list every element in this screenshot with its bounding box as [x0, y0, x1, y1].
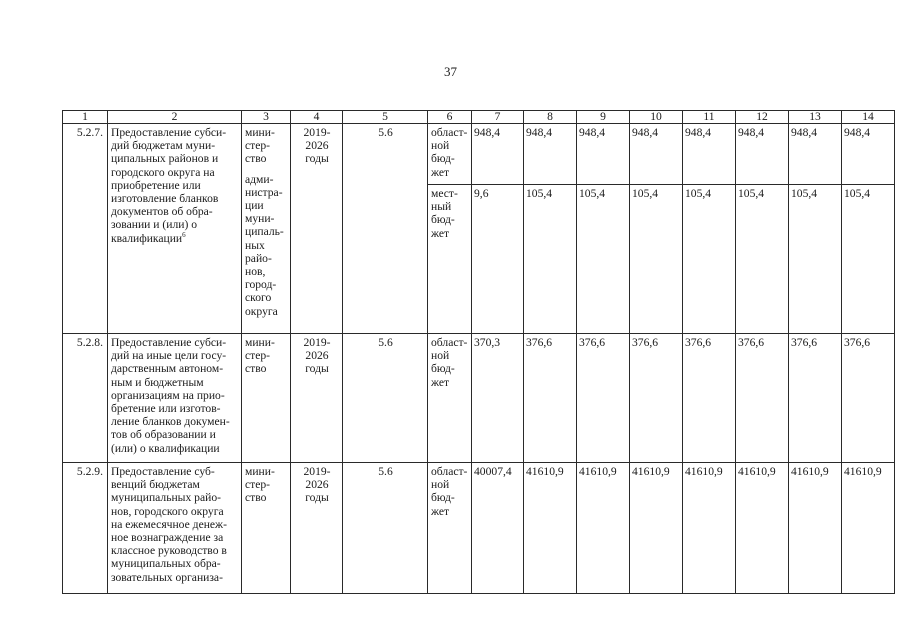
text-line: ление бланков докумен- [111, 415, 230, 429]
text-line: городского округа на [111, 165, 215, 179]
text-line: ского [245, 291, 272, 305]
cell-text: 11 [703, 110, 715, 123]
value-cell [842, 185, 895, 334]
text-line: бюд- [431, 491, 455, 505]
cell-text: 376,6 [632, 336, 659, 349]
text-line: квалификации [111, 231, 183, 245]
cell-text: 1 [82, 110, 88, 123]
cell-text: 5.2.9. [76, 465, 103, 478]
text-line: изготовление бланков [111, 192, 219, 206]
text-line: (или) о квалификации [111, 441, 220, 455]
column-header [428, 111, 472, 124]
value-cell [683, 124, 736, 185]
text-line: ной [431, 478, 450, 492]
period [291, 463, 343, 594]
table-header-row [63, 111, 895, 124]
text-line: бюд- [431, 362, 455, 376]
cell-text: 105,4 [526, 187, 553, 200]
indicator-link [343, 124, 428, 334]
text-line: классное руководство в [111, 544, 227, 558]
value-cell [630, 463, 683, 594]
cell-text: 376,6 [738, 336, 765, 349]
cell-text: 376,6 [579, 336, 606, 349]
text-line: жет [431, 226, 450, 240]
cell-text: 4 [313, 110, 320, 123]
cell-text: 14 [862, 110, 874, 123]
measure-name [108, 334, 242, 463]
text-line: ство [245, 491, 267, 505]
text-line: област- [431, 465, 468, 478]
text-line: тов об образовании и [111, 428, 216, 442]
value-cell [842, 334, 895, 463]
cell-text: 948,4 [632, 126, 659, 139]
column-header [472, 111, 524, 124]
indicator-link [343, 334, 428, 463]
text-line: стер- [245, 349, 271, 363]
value-cell [789, 185, 842, 334]
text-line: нов, [245, 265, 266, 279]
column-header [343, 111, 428, 124]
value-cell [472, 124, 524, 185]
cell-text: 948,4 [685, 126, 712, 139]
value-cell [736, 334, 789, 463]
value-cell [630, 185, 683, 334]
funding-source [428, 185, 472, 334]
value-cell [683, 463, 736, 594]
text-line: ным и бюджетным [111, 375, 204, 389]
text-line: ципаль- [245, 225, 284, 239]
cell-text: 9 [600, 110, 606, 123]
text-line: город- [245, 278, 277, 292]
text-line: муниципальных райо- [111, 491, 221, 505]
text-line: 2019- [303, 336, 331, 349]
cell-text: 41610,9 [579, 465, 617, 478]
text-line: мини- [245, 336, 275, 349]
cell-text: 12 [756, 110, 768, 123]
column-header [683, 111, 736, 124]
cell-text: 105,4 [632, 187, 659, 200]
text-line: Предоставление суб- [111, 465, 215, 478]
cell-text: 41610,9 [738, 465, 776, 478]
footnote-mark: 6 [182, 230, 186, 239]
text-line: Предоставление субси- [111, 336, 227, 349]
value-cell [683, 334, 736, 463]
text-line: годы [305, 362, 329, 376]
cell-text: 41610,9 [791, 465, 829, 478]
cell-text: 41610,9 [685, 465, 723, 478]
text-line: венций бюджетам [111, 478, 200, 492]
text-line: ных [245, 238, 265, 252]
text-line: ный [431, 200, 452, 214]
text-line: муниципальных обра- [111, 557, 221, 571]
cell-text: 376,6 [526, 336, 553, 349]
value-cell [524, 463, 577, 594]
value-cell [789, 124, 842, 185]
text-line: област- [431, 336, 468, 349]
value-cell [472, 463, 524, 594]
text-line: ной [431, 139, 450, 153]
text-line: на ежемесячное денеж- [111, 517, 227, 531]
cell-text: 105,4 [738, 187, 765, 200]
cell-text: 948,4 [579, 126, 606, 139]
cell-text: 948,4 [844, 126, 871, 139]
cell-text: 3 [263, 110, 269, 123]
value-cell [842, 124, 895, 185]
column-header [842, 111, 895, 124]
column-header [108, 111, 242, 124]
value-cell [736, 124, 789, 185]
cell-text: 948,4 [526, 126, 553, 139]
value-cell [577, 124, 630, 185]
value-cell [472, 185, 524, 334]
value-cell [524, 124, 577, 185]
table-row [63, 334, 895, 463]
cell-text: 376,6 [844, 336, 871, 349]
cell-text: 41610,9 [844, 465, 882, 478]
cell-text: 105,4 [844, 187, 871, 200]
page-number: 37 [444, 64, 457, 79]
column-header [524, 111, 577, 124]
value-cell [789, 334, 842, 463]
funding-source [428, 463, 472, 594]
cell-text: 5.2.8. [76, 336, 103, 349]
table-row [63, 463, 895, 594]
text-line: ципальных районов и [111, 152, 219, 166]
text-line: документов об обра- [111, 205, 213, 219]
text-line: мини- [245, 126, 275, 139]
text-line: 2026 [305, 349, 329, 363]
text-line: стер- [245, 478, 271, 492]
cell-text: 105,4 [579, 187, 606, 200]
text-line: ство [245, 362, 267, 376]
text-line: бюд- [431, 152, 455, 166]
value-cell [577, 185, 630, 334]
column-header [577, 111, 630, 124]
text-line: бретение или изготов- [111, 402, 221, 416]
cell-text: 7 [494, 110, 501, 123]
cell-text: 105,4 [791, 187, 818, 200]
row-number [63, 463, 108, 594]
row-number [63, 124, 108, 334]
value-cell [577, 463, 630, 594]
table-row [63, 124, 895, 185]
cell-text: 948,4 [791, 126, 818, 139]
cell-text: 10 [650, 110, 662, 123]
value-cell [736, 185, 789, 334]
indicator-link [343, 463, 428, 594]
value-cell [472, 334, 524, 463]
text-line: дарственным автоном- [111, 362, 224, 376]
cell-text: 41610,9 [526, 465, 564, 478]
cell-text: 6 [446, 110, 453, 123]
executor [242, 334, 291, 463]
cell-text: 948,4 [474, 126, 501, 139]
cell-text: 40007,4 [474, 465, 512, 478]
cell-text: 41610,9 [632, 465, 670, 478]
column-header [291, 111, 343, 124]
value-cell [736, 463, 789, 594]
cell-text: 5.6 [378, 126, 393, 139]
text-line: ции [245, 199, 264, 213]
executor [242, 124, 291, 334]
text-line: годы [305, 491, 329, 505]
column-header [630, 111, 683, 124]
measure-name [108, 463, 242, 594]
text-line: муни- [245, 212, 275, 226]
cell-text: 105,4 [685, 187, 712, 200]
measure-name [108, 124, 242, 334]
text-line: жет [431, 504, 450, 518]
period [291, 334, 343, 463]
text-line: Предоставление субси- [111, 126, 227, 139]
budget-table [62, 110, 895, 594]
cell-text: 5 [382, 110, 388, 123]
text-line: ное вознаграждение за [111, 531, 224, 545]
value-cell [577, 334, 630, 463]
text-line: мини- [245, 465, 275, 478]
funding-source [428, 334, 472, 463]
column-header [789, 111, 842, 124]
cell-text: 5.6 [378, 465, 393, 478]
text-line: приобретение или [111, 178, 201, 192]
text-line: нов, городского округа [111, 504, 224, 518]
text-line: стер- [245, 139, 271, 153]
value-cell [630, 334, 683, 463]
text-line: ство [245, 152, 267, 166]
cell-text: 9,6 [474, 187, 489, 200]
text-line: годы [305, 152, 329, 166]
cell-text: 376,6 [791, 336, 818, 349]
funding-source [428, 124, 472, 185]
text-line: зовании и (или) о [111, 218, 198, 232]
executor [242, 463, 291, 594]
row-number [63, 334, 108, 463]
value-cell [842, 463, 895, 594]
text-line: дий на иные цели госу- [111, 349, 227, 363]
text-line: жет [431, 165, 450, 179]
column-header [736, 111, 789, 124]
column-header [242, 111, 291, 124]
text-line: ной [431, 349, 450, 363]
text-line: зовательных организа- [111, 570, 223, 584]
text-line: област- [431, 126, 468, 139]
cell-text: 376,6 [685, 336, 712, 349]
value-cell [789, 463, 842, 594]
cell-text: 370,3 [474, 336, 501, 349]
text-line: мест- [431, 187, 458, 200]
text-line: организациям на прио- [111, 388, 225, 402]
period [291, 124, 343, 334]
cell-text: 5.2.7. [76, 126, 103, 139]
value-cell [524, 185, 577, 334]
value-cell [630, 124, 683, 185]
text-line: жет [431, 375, 450, 389]
cell-text: 948,4 [738, 126, 765, 139]
text-line: 2019- [303, 465, 331, 478]
cell-text: 2 [171, 110, 178, 123]
text-line: райо- [245, 251, 272, 265]
column-header [63, 111, 108, 124]
text-line: адми- [245, 172, 274, 186]
cell-text: 13 [809, 110, 821, 123]
cell-text: 8 [547, 110, 553, 123]
text-line: бюд- [431, 213, 455, 227]
text-line: округа [245, 304, 278, 318]
value-cell [524, 334, 577, 463]
text-line: дий бюджетам муни- [111, 139, 216, 153]
text-line: 2026 [305, 139, 329, 153]
text-line: 2026 [305, 478, 329, 492]
text-line: 2019- [303, 126, 331, 139]
cell-text: 5.6 [378, 336, 393, 349]
text-line: нистра- [245, 185, 283, 199]
value-cell [683, 185, 736, 334]
